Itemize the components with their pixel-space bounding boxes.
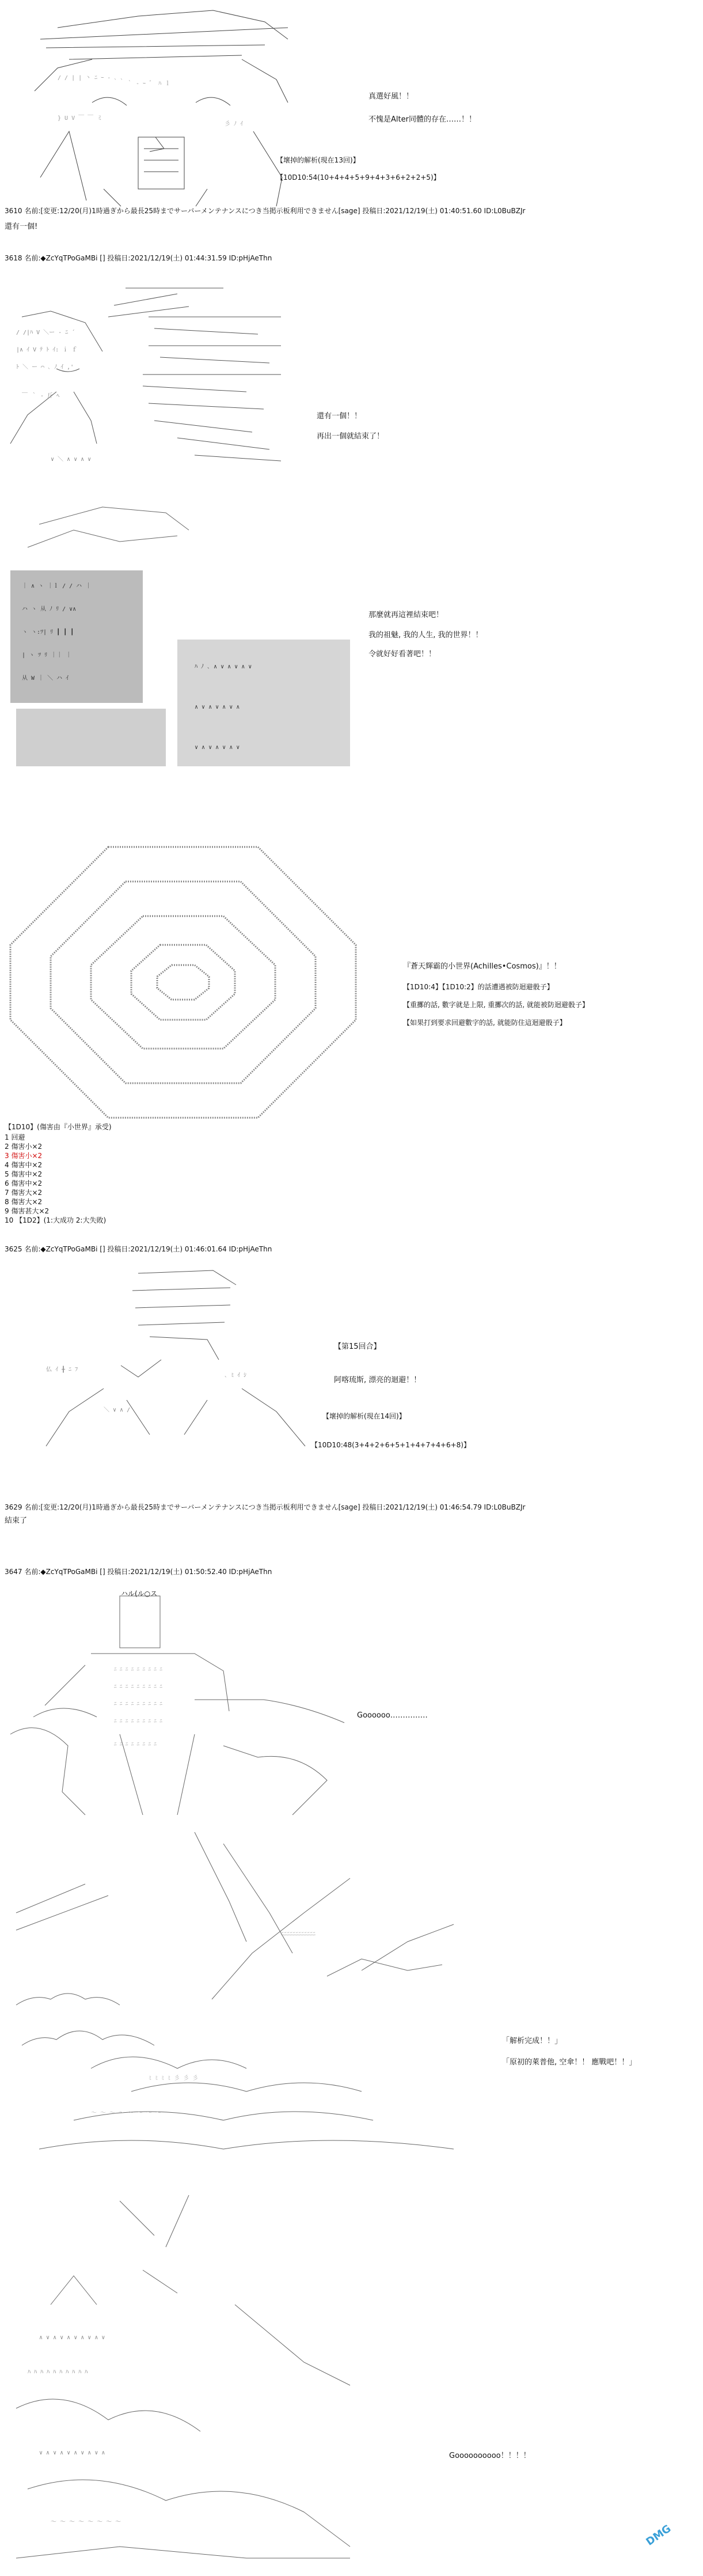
svg-text:ヽ ヽ:ﾂ| ﾘ ┃ ┃ ┃: ヽ ヽ:ﾂ| ﾘ ┃ ┃ ┃	[22, 629, 74, 636]
rule-line: 【如果打到要求回避數字的話, 就能防住這迴避骰子】	[403, 1019, 567, 1027]
damage-row: 9 傷害甚大×2	[5, 1207, 50, 1215]
damage-row: 10 【1D2】(1:大成功 2:大失敗)	[5, 1216, 107, 1224]
dialog-line: 令就好好看著吧！！	[368, 650, 436, 659]
svg-text:∨ ∧ ∨ ∧ ∨ ∧ ∨ ∧ ∨ ∧: ∨ ∧ ∨ ∧ ∨ ∧ ∨ ∧ ∨ ∧	[39, 2450, 105, 2456]
ascii-art-character-shadowed	[5, 501, 362, 772]
dialog-line: 再出一個就結束了！	[317, 432, 385, 441]
svg-text:ﾆ ﾆ ﾆ ﾆ ﾆ ﾆ ﾆ ﾆ ﾆ: ﾆ ﾆ ﾆ ﾆ ﾆ ﾆ ﾆ ﾆ ﾆ	[114, 1719, 162, 1724]
post-body: 結束了	[5, 1516, 28, 1525]
ascii-art-explosion-clouds	[5, 1826, 465, 2184]
svg-text:ﾄ ＼ ー ⌒ ､ ﾉ ｲ ,': ﾄ ＼ ー ⌒ ､ ﾉ ｲ ,'	[16, 364, 74, 370]
svg-text:ﾐ ﾐ ﾐ ﾐ 彡 彡 彡: ﾐ ﾐ ﾐ ﾐ 彡 彡 彡	[149, 2075, 199, 2082]
ascii-art-character	[5, 271, 292, 467]
svg-text:ﾆ ﾆ ﾆ ﾆ ﾆ ﾆ ﾆ ﾆ ﾆ: ﾆ ﾆ ﾆ ﾆ ﾆ ﾆ ﾆ ﾆ ﾆ	[114, 1667, 162, 1673]
damage-row-highlighted: 3 傷害小×2	[5, 1152, 43, 1160]
svg-text:彡 ﾉ ｲ: 彡 ﾉ ｲ	[225, 121, 244, 127]
post-header: 3618 名前:◆ZcYqTPoGaMBi [] 投稿日:2021/12/19(土) 01:44:31.59 ID:pHjAeThn	[5, 254, 272, 262]
svg-text:ﾊ ﾉ ､ ∧ ∨ ∧ ∨ ∧ ∨: ﾊ ﾉ ､ ∧ ∨ ∧ ∨ ∧ ∨	[195, 664, 252, 670]
dialog-line: 「解析完成！！」	[502, 2037, 563, 2045]
dialog-line: Goooooo……………	[357, 1711, 428, 1720]
post-header: 3629 名前:[変更:12/20(月)1時過ぎから最長25時までサーバーメンテナンスにつき当掲示板利用できません[sage] 投稿日:2021/12/19(土) 01:46:54.79 ID:L0BuBZJr	[5, 1503, 526, 1511]
dialog-line: 真選好風！！	[368, 92, 414, 101]
svg-text:～ ～ ～ ～ ～ ～ ～ ～: ～ ～ ～ ～ ～ ～ ～ ～	[51, 2519, 121, 2525]
dialog-line: 那麼就再這裡結束吧！	[368, 611, 444, 619]
post-body: 還有一個!	[5, 222, 38, 231]
dialog-line: 還有一個！！	[317, 412, 362, 421]
dialog-line: 我的祖魅, 我的人生, 我的世界！！	[368, 631, 483, 640]
post-header: 3610 名前:[変更:12/20(月)1時過ぎから最長25時までサーバーメンテナンスにつき当掲示板利用できません[sage] 投稿日:2021/12/19(土) 01:40:51.60 ID:L0BuBZJr	[5, 207, 526, 215]
roll-line: 【壞掉的解析(現在14回)】	[322, 1412, 406, 1420]
post-header: 3647 名前:◆ZcYqTPoGaMBi [] 投稿日:2021/12/19(土) 01:50:52.40 ID:pHjAeThn	[5, 1568, 272, 1576]
damage-row: 4 傷害中×2	[5, 1161, 43, 1169]
dialog-line: 【第15回合】	[334, 1342, 381, 1351]
roll-line: 【壞掉的解析(現在13回)】	[276, 156, 360, 164]
ascii-art-character-back	[35, 1262, 311, 1458]
damage-table-title: 【1D10】(傷害由『小世界』承受)	[5, 1123, 112, 1131]
svg-text:＼ ∨ ∧ /: ＼ ∨ ∧ /	[104, 1407, 131, 1413]
svg-text:ﾆ ﾆ ﾆ ﾆ ﾆ ﾆ ﾆ ﾆ ﾆ: ﾆ ﾆ ﾆ ﾆ ﾆ ﾆ ﾆ ﾆ ﾆ	[114, 1684, 162, 1690]
ascii-art-muscular-figure	[5, 1584, 350, 1821]
ascii-art-battle-crowd	[5, 2189, 408, 2570]
svg-text:ﾊ ﾊ ﾊ ﾊ ﾊ ﾊ ﾊ ﾊ ﾊ ﾊ: ﾊ ﾊ ﾊ ﾊ ﾊ ﾊ ﾊ ﾊ ﾊ ﾊ	[28, 2369, 88, 2375]
ascii-art-octagon-world	[5, 841, 362, 1124]
svg-text:∨ ∧ ∨ ∧ ∨ ∧ ∨: ∨ ∧ ∨ ∧ ∨ ∧ ∨	[195, 744, 240, 751]
rule-line: 【1D10:4】【1D10:2】的話遭遇被防迴避骰子】	[403, 983, 554, 991]
damage-row: 8 傷害大×2	[5, 1198, 43, 1206]
svg-text:/ /|ﾊ V ＼ー ‐ ﾆ ´: / /|ﾊ V ＼ー ‐ ﾆ ´	[16, 330, 75, 336]
svg-text:～ ～ ～ ～ ～ ～ ～ ～: ～ ～ ～ ～ ～ ～ ～ ～	[91, 2110, 162, 2116]
damage-row: 1 回避	[5, 1133, 25, 1141]
roll-line: 【10D10:48(3+4+2+6+5+1+4+7+4+6+8)】	[311, 1441, 470, 1449]
svg-text:､ ﾐ ｲ ｼ: ､ ﾐ ｲ ｼ	[225, 1372, 247, 1379]
svg-text:ﾆ ﾆ ﾆ ﾆ ﾆ ﾆ ﾆ ﾆ: ﾆ ﾆ ﾆ ﾆ ﾆ ﾆ ﾆ ﾆ	[114, 1742, 157, 1747]
damage-row: 2 傷害小×2	[5, 1143, 43, 1151]
svg-text:｜ ∧ ヽ ｜ｌ / / ハ ｜: ｜ ∧ ヽ ｜ｌ / / ハ ｜	[22, 583, 92, 589]
svg-text:∨ ＼ ∧ ∨ ∧ ∨: ∨ ＼ ∧ ∨ ∧ ∨	[51, 456, 92, 463]
svg-text:￣ ｀ ‐ 斤 ﾍ: ￣ ｀ ‐ 斤 ﾍ	[22, 393, 60, 399]
svg-text:} U V ￣ ￣ ミ: } U V ￣ ￣ ミ	[58, 115, 103, 122]
post-header: 3625 名前:◆ZcYqTPoGaMBi [] 投稿日:2021/12/19(土) 01:46:01.64 ID:pHjAeThn	[5, 1245, 272, 1253]
dialog-line: 『蒼天輝霸的小世界(Achilles•Cosmos)』！！	[403, 962, 561, 971]
svg-text:｀ ‐ ｰ ゛ ﾊ ｌ: ｀ ‐ ｰ ゛ ﾊ ｌ	[127, 81, 171, 87]
dialog-line: 阿喀琉斯, 漂亮的迴避！！	[334, 1376, 421, 1385]
art-caption: ハル(ル○ス	[121, 1590, 158, 1598]
damage-table	[5, 1133, 106, 1225]
damage-row: 7 傷害大×2	[5, 1189, 43, 1197]
svg-text:∧ ∨ ∧ ∨ ∧ ∨ ∧ ∨ ∧ ∨: ∧ ∨ ∧ ∨ ∧ ∨ ∧ ∨ ∧ ∨	[39, 2335, 105, 2341]
dialog-line: 「原初的萊普他, 空傘！！ 應戰吧！！」	[502, 2058, 637, 2067]
ascii-art-face	[23, 5, 294, 212]
svg-text:∧ ∨ ∧ ∨ ∧ ∨ ∧: ∧ ∨ ∧ ∨ ∧ ∨ ∧	[195, 704, 240, 710]
svg-text:ハ ヽ 从 ﾉ ﾘ / ∨∧: ハ ヽ 从 ﾉ ﾘ / ∨∧	[22, 606, 77, 612]
dialog-line: Goooooooooo！！！！	[449, 2452, 531, 2460]
svg-text:从 W ｜ ＼ ハ ｲ: 从 W ｜ ＼ ハ ｲ	[22, 675, 69, 682]
svg-text:|∧ ｲ V ﾃ ﾄ ｲ: ｉ ｆ: |∧ ｲ V ﾃ ﾄ ｲ: ｉ ｆ	[16, 347, 78, 353]
rule-line: 【重擲的話, 數字就是上限, 重擲次的話, 就能被防迴避骰子】	[403, 1001, 589, 1009]
svg-text:| ヽ ﾂ ﾘ ｜｜ ｜: | ヽ ﾂ ﾘ ｜｜ ｜	[22, 652, 72, 659]
site-watermark: DMG	[644, 2522, 674, 2548]
roll-line: 【10D10:54(10+4+4+5+9+4+3+6+2+2+5)】	[276, 173, 440, 181]
svg-text:ﾆﾆﾆﾆﾆﾆﾆﾆﾆﾆﾆﾆ: ﾆﾆﾆﾆﾆﾆﾆﾆﾆﾆﾆﾆ	[281, 1931, 316, 1938]
damage-row: 5 傷害中×2	[5, 1170, 43, 1178]
dialog-line: 不愧是Alter同體的存在……！！	[368, 115, 476, 124]
svg-text:仏 ｲ ╂ ﾆ ﾌ: 仏 ｲ ╂ ﾆ ﾌ	[46, 1367, 78, 1373]
svg-text:/ / | | 丶 ﾆ ｰ - ､ ､: / / | | 丶 ﾆ ｰ - ､ ､	[58, 75, 124, 81]
damage-row: 6 傷害中×2	[5, 1179, 43, 1187]
svg-text:ﾆ ﾆ ﾆ ﾆ ﾆ ﾆ ﾆ ﾆ ﾆ: ﾆ ﾆ ﾆ ﾆ ﾆ ﾆ ﾆ ﾆ ﾆ	[114, 1701, 162, 1707]
